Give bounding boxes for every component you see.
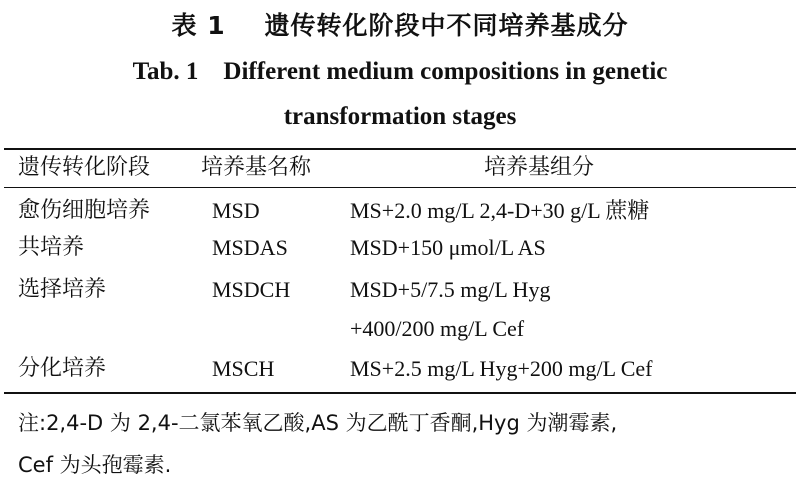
table-bottom-rule xyxy=(4,392,796,394)
header-medium-composition: 培养基组分 xyxy=(484,155,595,180)
table-row-1-composition: MS+2.0 mg/L 2,4-D+30 g/L 蔗糖 xyxy=(350,198,650,223)
table-title-english-line2: transformation stages xyxy=(283,103,517,130)
table-row-1-stage: 愈伤细胞培养 xyxy=(18,198,151,223)
table-row-3-composition: MSD+5/7.5 mg/L Hyg xyxy=(350,277,551,302)
table-row-3-medium: MSDCH xyxy=(212,277,291,302)
table-row-4-medium: MSCH xyxy=(212,356,275,381)
table-note-line1: 注:2,4-D 为 2,4-二氯苯氧乙酸,AS 为乙酰丁香酮,Hyg 为潮霉素, xyxy=(18,411,618,435)
header-medium-name: 培养基名称 xyxy=(201,155,312,180)
table-title-english-line1: Tab. 1 Different medium compositions in genetic xyxy=(132,58,668,85)
table-top-rule xyxy=(4,148,796,150)
table-row-2-medium: MSDAS xyxy=(212,235,288,260)
table-row-1-medium: MSD xyxy=(212,198,260,223)
table-row-2-stage: 共培养 xyxy=(18,235,85,260)
table-row-2-composition: MSD+150 μmol/L AS xyxy=(350,235,546,260)
table-row-4-composition: MS+2.5 mg/L Hyg+200 mg/L Cef xyxy=(350,356,653,381)
table-row-3-stage: 选择培养 xyxy=(18,277,107,302)
table-row-3-composition-continued: +400/200 mg/L Cef xyxy=(350,316,525,341)
table-title-chinese: 表 1 遗传转化阶段中不同培养基成分 xyxy=(171,11,629,40)
header-stage: 遗传转化阶段 xyxy=(18,155,151,180)
table-note-line2: Cef 为头孢霉素. xyxy=(18,453,172,477)
table-header-rule xyxy=(4,187,796,188)
table-row-4-stage: 分化培养 xyxy=(18,356,107,381)
